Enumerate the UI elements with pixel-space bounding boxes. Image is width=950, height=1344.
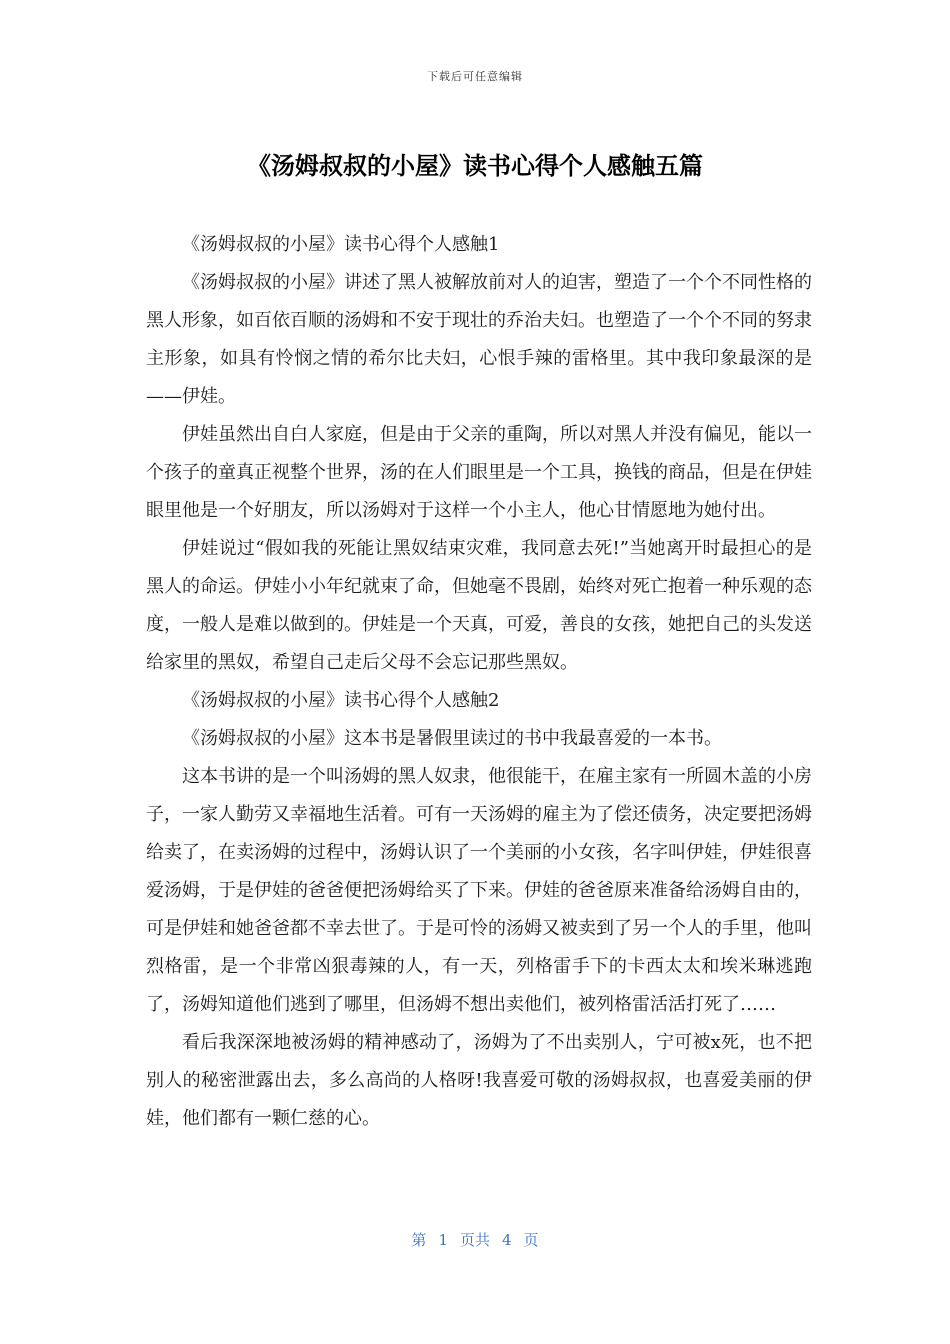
header-note: 下载后可任意编辑 [427, 70, 523, 83]
paragraph: 伊娃说过“假如我的死能让黑奴结束灾难，我同意去死!”当她离开时最担心的是黑人的命运。伊娃小小年纪就束了命，但她毫不畏剧，始终对死亡抱着一种乐观的态度，一般人是难以做到的。伊娃是一个天真，可爱，善良的女孩，她把自己的头发送给家里的黑奴，希望自己走后父母不会忘记那些黑奴。 [146, 538, 812, 673]
paragraph: 伊娃虽然出自白人家庭，但是由于父亲的重陶，所以对黑人并没有偏见，能以一个孩子的童真正视整个世界，汤的在人们眼里是一个工具，换钱的商品，但是在伊娃眼里他是一个好朋友，所以汤姆对于这样一个小主人，他心甘情愿地为她付出。 [146, 424, 812, 521]
footer-total-pages: 4 [502, 1231, 512, 1249]
footer-label-ye-gong: 页共 [459, 1231, 490, 1249]
page-footer [0, 1229, 950, 1250]
paragraph: 看后我深深地被汤姆的精神感动了，汤姆为了不出卖别人，宁可被x死，也不把别人的秘密泄露出去，多么高尚的人格呀!我喜爱可敬的汤姆叔叔，也喜爱美丽的伊娃，他们都有一颗仁慈的心。 [146, 1032, 812, 1129]
paragraph: 《汤姆叔叔的小屋》这本书是暑假里读过的书中我最喜爱的一本书。 [182, 728, 722, 749]
paragraph: 《汤姆叔叔的小屋》讲述了黑人被解放前对人的迫害，塑造了一个个不同性格的黑人形象，如百依百顺的汤姆和不安于现壮的乔治夫妇。也塑造了一个个不同的努隶主形象，如具有怜悯之情的希尔比夫妇，心恨手辣的雷格里。其中我印象最深的是——伊娃。 [146, 272, 812, 407]
footer-label-di: 第 [411, 1231, 427, 1249]
section-heading-1: 《汤姆叔叔的小屋》读书心得个人感触1 [182, 234, 500, 255]
section-heading-2: 《汤姆叔叔的小屋》读书心得个人感触2 [182, 690, 500, 711]
document-title: 《汤姆叔叔的小屋》读书心得个人感触五篇 [247, 152, 703, 180]
document-body [146, 226, 812, 1138]
footer-page-number: 1 [438, 1231, 448, 1249]
footer-label-ye: 页 [523, 1231, 539, 1249]
paragraph: 这本书讲的是一个叫汤姆的黑人奴隶，他很能干，在雇主家有一所圆木盖的小房子，一家人勤劳又幸福地生活着。可有一天汤姆的雇主为了偿还债务，决定要把汤姆给卖了，在卖汤姆的过程中，汤姆认识了一个美丽的小女孩，名字叫伊娃，伊娃很喜爱汤姆，于是伊娃的爸爸便把汤姆给买了下来。伊娃的爸爸原来准备给汤姆自由的，可是伊娃和她爸爸都不幸去世了。于是可怜的汤姆又被卖到了另一个人的手里，他叫烈格雷，是一个非常凶狠毒辣的人，有一天，列格雷手下的卡西太太和埃米琳逃跑了，汤姆知道他们逃到了哪里，但汤姆不想出卖他们，被列格雷活活打死了…… [146, 766, 812, 1015]
